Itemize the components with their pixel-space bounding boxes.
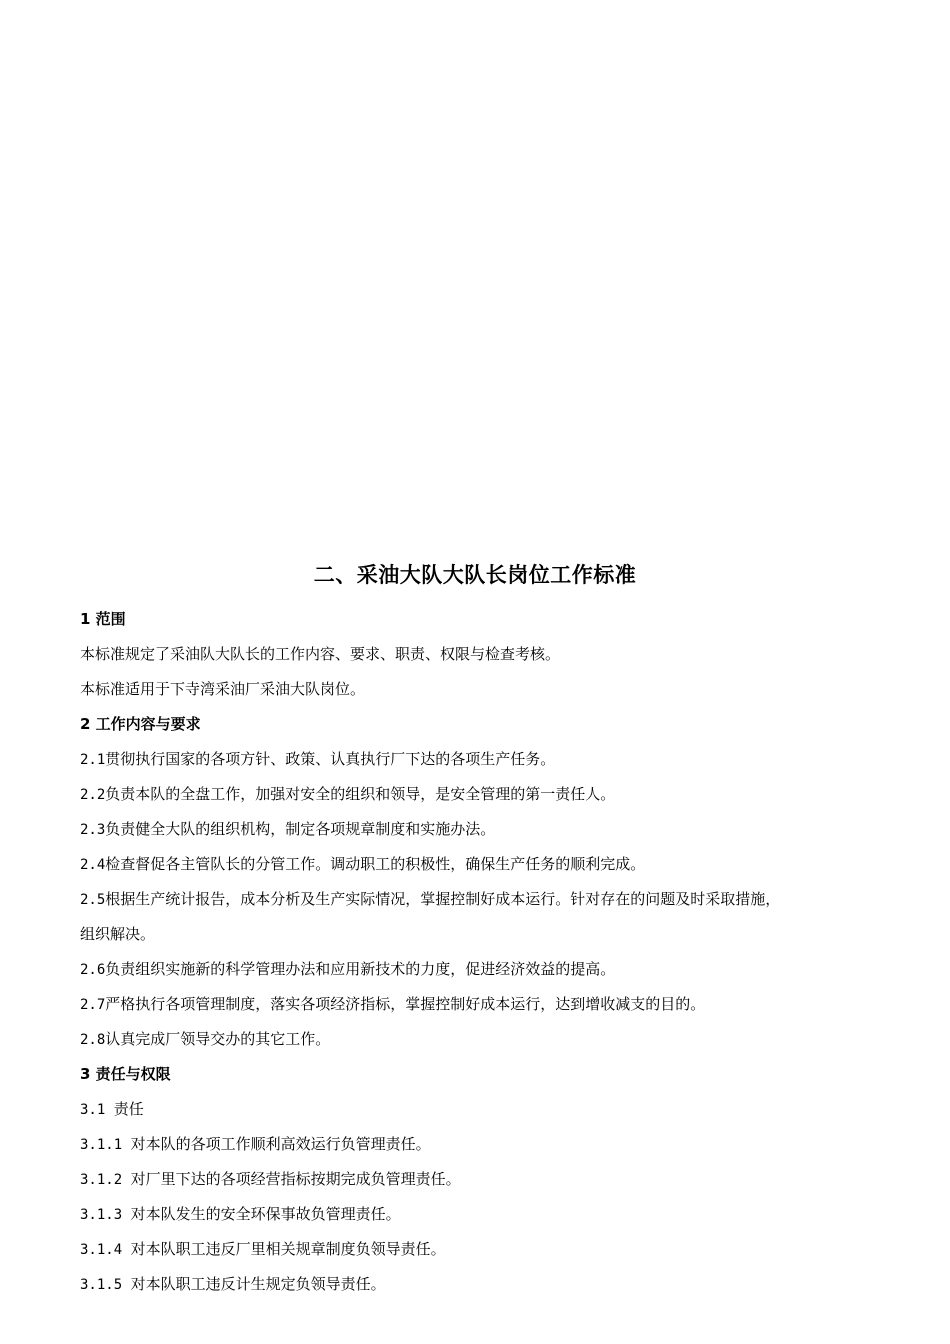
clause-number: 2.1 (80, 752, 106, 768)
line-text: 负责组织实施新的科学管理办法和应用新技术的力度，促进经济效益的提高。 (105, 960, 616, 978)
line-text: 贯彻执行国家的各项方针、政策、认真执行厂下达的各项生产任务。 (105, 750, 556, 768)
paragraph-line (80, 1197, 880, 1232)
line-text: 责任 (113, 1100, 144, 1118)
clause-number: 2.8 (80, 1032, 106, 1048)
line-text: 3 责任与权限 (80, 1065, 171, 1083)
clause-number: 3.1.1 (80, 1137, 131, 1153)
paragraph-line (80, 1267, 880, 1302)
paragraph-line (80, 1092, 880, 1127)
line-text: 对本队发生的安全环保事故负管理责任。 (130, 1205, 401, 1223)
paragraph-line (80, 1232, 880, 1267)
clause-number: 2.3 (80, 822, 106, 838)
paragraph-line (80, 952, 880, 987)
line-text: 负责本队的全盘工作，加强对安全的组织和领导，是安全管理的第一责任人。 (105, 785, 616, 803)
clause-number: 3.1.5 (80, 1277, 131, 1293)
paragraph-line (80, 917, 880, 952)
line-text: 根据生产统计报告，成本分析及生产实际情况，掌握控制好成本运行。针对存在的问题及时采取措施， (105, 890, 781, 908)
clause-number: 2.5 (80, 892, 106, 908)
line-text: 本标准适用于下寺湾采油厂采油大队岗位。 (80, 680, 366, 698)
line-text: 1 范围 (80, 610, 126, 628)
line-text: 对本队的各项工作顺利高效运行负管理责任。 (130, 1135, 431, 1153)
line-text: 严格执行各项管理制度，落实各项经济指标，掌握控制好成本运行，达到增收减支的目的。 (105, 995, 706, 1013)
clause-number: 2.6 (80, 962, 106, 978)
paragraph-line (80, 1162, 880, 1197)
paragraph-line (80, 777, 880, 812)
paragraph-line (80, 987, 880, 1022)
clause-number: 3.1.2 (80, 1172, 131, 1188)
paragraph-line (80, 1022, 880, 1057)
paragraph-line (80, 882, 880, 917)
line-text: 检查督促各主管队长的分管工作。调动职工的积极性，确保生产任务的顺利完成。 (105, 855, 646, 873)
line-text: 对本队职工违反厂里相关规章制度负领导责任。 (130, 1240, 446, 1258)
clause-number: 2.2 (80, 787, 106, 803)
line-text: 组织解决。 (80, 925, 156, 943)
line-text: 对本队职工违反计生规定负领导责任。 (130, 1275, 386, 1293)
clause-number: 3.1.3 (80, 1207, 131, 1223)
section-heading (80, 1057, 880, 1092)
section-heading (80, 602, 880, 637)
line-text: 负责健全大队的组织机构，制定各项规章制度和实施办法。 (105, 820, 496, 838)
line-text: 本标准规定了采油队大队长的工作内容、要求、职责、权限与检查考核。 (80, 645, 561, 663)
line-text: 2 工作内容与要求 (80, 715, 201, 733)
document-body (80, 602, 880, 1302)
paragraph-line (80, 742, 880, 777)
paragraph-line (80, 812, 880, 847)
section-heading (80, 707, 880, 742)
clause-number: 2.4 (80, 857, 106, 873)
line-text: 对厂里下达的各项经营指标按期完成负管理责任。 (130, 1170, 461, 1188)
clause-number: 2.7 (80, 997, 106, 1013)
line-text: 认真完成厂领导交办的其它工作。 (105, 1030, 331, 1048)
paragraph-line (80, 672, 880, 707)
paragraph-line (80, 1127, 880, 1162)
clause-number: 3.1.4 (80, 1242, 131, 1258)
paragraph-line (80, 847, 880, 882)
paragraph-line (80, 637, 880, 672)
clause-number: 3.1 (80, 1102, 114, 1118)
document-title: 二、采油大队大队长岗位工作标准 (313, 563, 637, 587)
